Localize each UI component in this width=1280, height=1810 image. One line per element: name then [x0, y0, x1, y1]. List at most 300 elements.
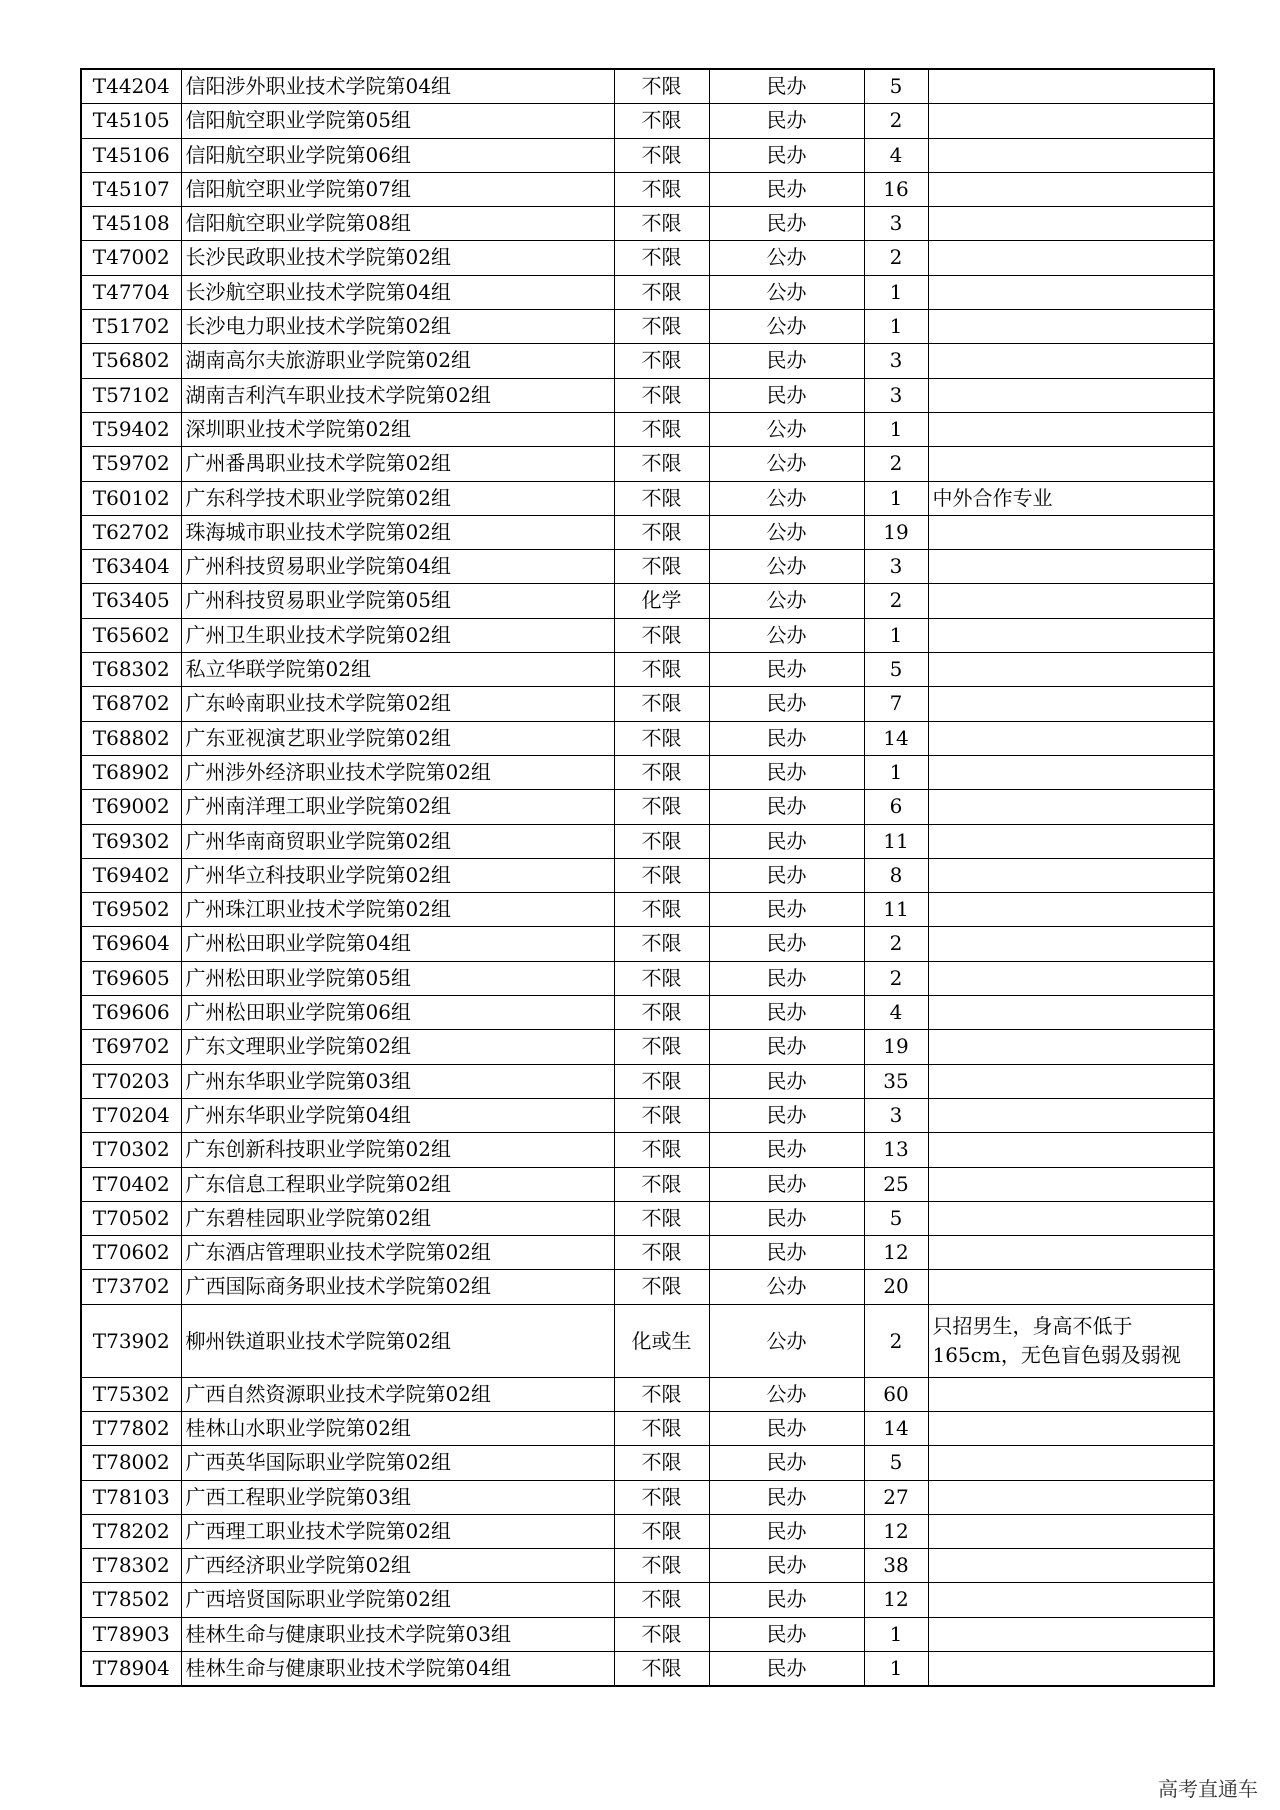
- school-type-cell: 民办: [709, 755, 864, 789]
- school-group-name-cell: 广东文理职业学院第02组: [181, 1030, 614, 1064]
- remark-cell: [928, 755, 1214, 789]
- remark-cell: [928, 927, 1214, 961]
- subject-requirement-cell: 不限: [614, 69, 709, 104]
- school-type-cell: 公办: [709, 550, 864, 584]
- subject-requirement-cell: 不限: [614, 344, 709, 378]
- school-group-name-cell: 广州松田职业学院第06组: [181, 996, 614, 1030]
- school-group-name-cell: 私立华联学院第02组: [181, 653, 614, 687]
- subject-requirement-cell: 不限: [614, 824, 709, 858]
- school-type-cell: 民办: [709, 69, 864, 104]
- table-body: [81, 69, 1214, 1686]
- table-row: [81, 996, 1214, 1030]
- subject-requirement-cell: 不限: [614, 687, 709, 721]
- subject-requirement-cell: 不限: [614, 1411, 709, 1445]
- table-row: [81, 721, 1214, 755]
- table-row: [81, 1304, 1214, 1377]
- remark-cell: [928, 687, 1214, 721]
- group-code-cell: T69402: [81, 858, 181, 892]
- school-type-cell: 民办: [709, 858, 864, 892]
- plan-count-cell: 7: [864, 687, 928, 721]
- school-group-name-cell: 广州东华职业学院第03组: [181, 1064, 614, 1098]
- school-type-cell: 民办: [709, 721, 864, 755]
- group-code-cell: T78502: [81, 1583, 181, 1617]
- plan-count-cell: 4: [864, 996, 928, 1030]
- school-group-name-cell: 信阳涉外职业技术学院第04组: [181, 69, 614, 104]
- school-type-cell: 公办: [709, 1270, 864, 1304]
- subject-requirement-cell: 不限: [614, 378, 709, 412]
- school-group-name-cell: 广东岭南职业技术学院第02组: [181, 687, 614, 721]
- group-code-cell: T68802: [81, 721, 181, 755]
- table-row: [81, 1377, 1214, 1411]
- school-group-name-cell: 广西国际商务职业技术学院第02组: [181, 1270, 614, 1304]
- table-row: [81, 653, 1214, 687]
- school-group-name-cell: 广州华立科技职业学院第02组: [181, 858, 614, 892]
- remark-cell: [928, 172, 1214, 206]
- school-group-name-cell: 广东科学技术职业学院第02组: [181, 481, 614, 515]
- school-type-cell: 民办: [709, 1446, 864, 1480]
- remark-cell: [928, 1652, 1214, 1687]
- school-type-cell: 民办: [709, 927, 864, 961]
- group-code-cell: T78002: [81, 1446, 181, 1480]
- subject-requirement-cell: 不限: [614, 275, 709, 309]
- plan-count-cell: 12: [864, 1236, 928, 1270]
- remark-cell: [928, 653, 1214, 687]
- plan-count-cell: 38: [864, 1549, 928, 1583]
- subject-requirement-cell: 化或生: [614, 1304, 709, 1377]
- plan-count-cell: 35: [864, 1064, 928, 1098]
- subject-requirement-cell: 不限: [614, 550, 709, 584]
- table-row: [81, 344, 1214, 378]
- remark-cell: [928, 104, 1214, 138]
- plan-count-cell: 5: [864, 69, 928, 104]
- school-type-cell: 公办: [709, 310, 864, 344]
- school-type-cell: 公办: [709, 447, 864, 481]
- school-type-cell: 民办: [709, 1236, 864, 1270]
- remark-cell: [928, 412, 1214, 446]
- school-type-cell: 民办: [709, 1652, 864, 1687]
- school-type-cell: 公办: [709, 515, 864, 549]
- school-group-name-cell: 广东亚视演艺职业学院第02组: [181, 721, 614, 755]
- admission-plan-table: [80, 68, 1215, 1687]
- remark-cell: [928, 1514, 1214, 1548]
- plan-count-cell: 13: [864, 1133, 928, 1167]
- school-group-name-cell: 深圳职业技术学院第02组: [181, 412, 614, 446]
- group-code-cell: T56802: [81, 344, 181, 378]
- subject-requirement-cell: 不限: [614, 172, 709, 206]
- school-type-cell: 民办: [709, 207, 864, 241]
- school-type-cell: 民办: [709, 1201, 864, 1235]
- remark-cell: [928, 584, 1214, 618]
- school-type-cell: 公办: [709, 241, 864, 275]
- subject-requirement-cell: 不限: [614, 618, 709, 652]
- plan-count-cell: 20: [864, 1270, 928, 1304]
- subject-requirement-cell: 不限: [614, 1514, 709, 1548]
- plan-count-cell: 3: [864, 378, 928, 412]
- table-row: [81, 1514, 1214, 1548]
- school-group-name-cell: 广州华南商贸职业学院第02组: [181, 824, 614, 858]
- table-row: [81, 858, 1214, 892]
- plan-count-cell: 19: [864, 515, 928, 549]
- plan-count-cell: 16: [864, 172, 928, 206]
- group-code-cell: T73902: [81, 1304, 181, 1377]
- subject-requirement-cell: 不限: [614, 207, 709, 241]
- table-row: [81, 1098, 1214, 1132]
- school-type-cell: 公办: [709, 275, 864, 309]
- group-code-cell: T68902: [81, 755, 181, 789]
- subject-requirement-cell: 不限: [614, 755, 709, 789]
- school-group-name-cell: 珠海城市职业技术学院第02组: [181, 515, 614, 549]
- group-code-cell: T45105: [81, 104, 181, 138]
- group-code-cell: T70402: [81, 1167, 181, 1201]
- remark-cell: [928, 996, 1214, 1030]
- remark-cell: [928, 1270, 1214, 1304]
- remark-cell: [928, 207, 1214, 241]
- school-group-name-cell: 桂林生命与健康职业技术学院第04组: [181, 1652, 614, 1687]
- subject-requirement-cell: 不限: [614, 1652, 709, 1687]
- group-code-cell: T45108: [81, 207, 181, 241]
- school-group-name-cell: 长沙航空职业技术学院第04组: [181, 275, 614, 309]
- remark-cell: [928, 310, 1214, 344]
- remark-cell: [928, 824, 1214, 858]
- group-code-cell: T44204: [81, 69, 181, 104]
- subject-requirement-cell: 不限: [614, 1167, 709, 1201]
- plan-count-cell: 5: [864, 653, 928, 687]
- subject-requirement-cell: 不限: [614, 241, 709, 275]
- table-row: [81, 515, 1214, 549]
- subject-requirement-cell: 不限: [614, 721, 709, 755]
- subject-requirement-cell: 不限: [614, 1446, 709, 1480]
- table-row: [81, 207, 1214, 241]
- remark-cell: [928, 721, 1214, 755]
- group-code-cell: T70203: [81, 1064, 181, 1098]
- school-type-cell: 民办: [709, 172, 864, 206]
- school-type-cell: 民办: [709, 824, 864, 858]
- plan-count-cell: 12: [864, 1583, 928, 1617]
- plan-count-cell: 2: [864, 1304, 928, 1377]
- remark-cell: [928, 515, 1214, 549]
- group-code-cell: T63405: [81, 584, 181, 618]
- plan-count-cell: 2: [864, 447, 928, 481]
- table-row: [81, 1583, 1214, 1617]
- school-group-name-cell: 广西理工职业技术学院第02组: [181, 1514, 614, 1548]
- plan-count-cell: 2: [864, 961, 928, 995]
- school-group-name-cell: 广西经济职业学院第02组: [181, 1549, 614, 1583]
- table-row: [81, 1480, 1214, 1514]
- plan-count-cell: 2: [864, 584, 928, 618]
- table-row: [81, 1236, 1214, 1270]
- group-code-cell: T69002: [81, 790, 181, 824]
- remark-cell: [928, 69, 1214, 104]
- school-group-name-cell: 信阳航空职业学院第05组: [181, 104, 614, 138]
- remark-cell: [928, 1133, 1214, 1167]
- school-type-cell: 公办: [709, 1377, 864, 1411]
- school-group-name-cell: 广西培贤国际职业学院第02组: [181, 1583, 614, 1617]
- subject-requirement-cell: 不限: [614, 1583, 709, 1617]
- subject-requirement-cell: 不限: [614, 1549, 709, 1583]
- group-code-cell: T70602: [81, 1236, 181, 1270]
- table-row: [81, 1411, 1214, 1445]
- group-code-cell: T68702: [81, 687, 181, 721]
- plan-count-cell: 5: [864, 1446, 928, 1480]
- school-type-cell: 民办: [709, 1617, 864, 1651]
- subject-requirement-cell: 不限: [614, 1064, 709, 1098]
- remark-cell: 只招男生，身高不低于165cm，无色盲色弱及弱视: [928, 1304, 1214, 1377]
- plan-count-cell: 11: [864, 824, 928, 858]
- remark-cell: [928, 858, 1214, 892]
- school-group-name-cell: 广东创新科技职业学院第02组: [181, 1133, 614, 1167]
- remark-cell: [928, 1617, 1214, 1651]
- group-code-cell: T70302: [81, 1133, 181, 1167]
- remark-cell: [928, 1030, 1214, 1064]
- table-row: [81, 824, 1214, 858]
- school-type-cell: 民办: [709, 1514, 864, 1548]
- plan-count-cell: 1: [864, 412, 928, 446]
- subject-requirement-cell: 不限: [614, 927, 709, 961]
- subject-requirement-cell: 不限: [614, 1377, 709, 1411]
- remark-cell: [928, 893, 1214, 927]
- group-code-cell: T62702: [81, 515, 181, 549]
- table-row: [81, 69, 1214, 104]
- remark-cell: [928, 961, 1214, 995]
- subject-requirement-cell: 不限: [614, 1098, 709, 1132]
- school-group-name-cell: 广西工程职业学院第03组: [181, 1480, 614, 1514]
- plan-count-cell: 8: [864, 858, 928, 892]
- remark-cell: [928, 241, 1214, 275]
- school-group-name-cell: 广州卫生职业技术学院第02组: [181, 618, 614, 652]
- table-row: [81, 687, 1214, 721]
- school-type-cell: 民办: [709, 1030, 864, 1064]
- plan-count-cell: 27: [864, 1480, 928, 1514]
- plan-count-cell: 3: [864, 207, 928, 241]
- group-code-cell: T47704: [81, 275, 181, 309]
- plan-count-cell: 2: [864, 927, 928, 961]
- school-group-name-cell: 长沙民政职业技术学院第02组: [181, 241, 614, 275]
- subject-requirement-cell: 不限: [614, 1133, 709, 1167]
- school-type-cell: 民办: [709, 104, 864, 138]
- group-code-cell: T47002: [81, 241, 181, 275]
- subject-requirement-cell: 不限: [614, 790, 709, 824]
- group-code-cell: T69702: [81, 1030, 181, 1064]
- group-code-cell: T73702: [81, 1270, 181, 1304]
- school-type-cell: 民办: [709, 1064, 864, 1098]
- subject-requirement-cell: 不限: [614, 447, 709, 481]
- plan-count-cell: 14: [864, 721, 928, 755]
- school-type-cell: 民办: [709, 790, 864, 824]
- table-row: [81, 790, 1214, 824]
- school-type-cell: 公办: [709, 412, 864, 446]
- group-code-cell: T69605: [81, 961, 181, 995]
- subject-requirement-cell: 不限: [614, 104, 709, 138]
- subject-requirement-cell: 不限: [614, 310, 709, 344]
- plan-count-cell: 14: [864, 1411, 928, 1445]
- table-row: [81, 1167, 1214, 1201]
- plan-count-cell: 25: [864, 1167, 928, 1201]
- school-group-name-cell: 桂林生命与健康职业技术学院第03组: [181, 1617, 614, 1651]
- remark-cell: [928, 790, 1214, 824]
- subject-requirement-cell: 不限: [614, 1236, 709, 1270]
- plan-count-cell: 60: [864, 1377, 928, 1411]
- group-code-cell: T70204: [81, 1098, 181, 1132]
- table-row: [81, 961, 1214, 995]
- school-type-cell: 民办: [709, 893, 864, 927]
- subject-requirement-cell: 不限: [614, 138, 709, 172]
- group-code-cell: T78302: [81, 1549, 181, 1583]
- remark-cell: [928, 378, 1214, 412]
- table-row: [81, 275, 1214, 309]
- school-type-cell: 民办: [709, 1167, 864, 1201]
- plan-count-cell: 1: [864, 618, 928, 652]
- group-code-cell: T59402: [81, 412, 181, 446]
- school-group-name-cell: 广东碧桂园职业学院第02组: [181, 1201, 614, 1235]
- table-row: [81, 1652, 1214, 1687]
- table-row: [81, 618, 1214, 652]
- school-type-cell: 公办: [709, 481, 864, 515]
- subject-requirement-cell: 不限: [614, 1030, 709, 1064]
- school-group-name-cell: 湖南高尔夫旅游职业学院第02组: [181, 344, 614, 378]
- school-group-name-cell: 广州珠江职业技术学院第02组: [181, 893, 614, 927]
- table-row: [81, 1549, 1214, 1583]
- remark-cell: [928, 1098, 1214, 1132]
- remark-cell: [928, 1480, 1214, 1514]
- subject-requirement-cell: 不限: [614, 961, 709, 995]
- subject-requirement-cell: 不限: [614, 1201, 709, 1235]
- plan-count-cell: 3: [864, 1098, 928, 1132]
- school-group-name-cell: 广州番禺职业技术学院第02组: [181, 447, 614, 481]
- school-group-name-cell: 信阳航空职业学院第08组: [181, 207, 614, 241]
- group-code-cell: T68302: [81, 653, 181, 687]
- plan-count-cell: 1: [864, 1617, 928, 1651]
- table-row: [81, 893, 1214, 927]
- subject-requirement-cell: 不限: [614, 893, 709, 927]
- table-row: [81, 1064, 1214, 1098]
- group-code-cell: T45106: [81, 138, 181, 172]
- footer-watermark: 高考直通车: [1158, 1777, 1258, 1801]
- table-row: [81, 1617, 1214, 1651]
- subject-requirement-cell: 不限: [614, 515, 709, 549]
- group-code-cell: T78903: [81, 1617, 181, 1651]
- school-type-cell: 民办: [709, 961, 864, 995]
- plan-count-cell: 1: [864, 1652, 928, 1687]
- remark-cell: [928, 1549, 1214, 1583]
- subject-requirement-cell: 不限: [614, 858, 709, 892]
- school-group-name-cell: 广东酒店管理职业技术学院第02组: [181, 1236, 614, 1270]
- plan-count-cell: 1: [864, 310, 928, 344]
- school-group-name-cell: 广州东华职业学院第04组: [181, 1098, 614, 1132]
- table-row: [81, 241, 1214, 275]
- table-row: [81, 172, 1214, 206]
- remark-cell: [928, 275, 1214, 309]
- remark-cell: [928, 1201, 1214, 1235]
- group-code-cell: T57102: [81, 378, 181, 412]
- group-code-cell: T69606: [81, 996, 181, 1030]
- table-row: [81, 481, 1214, 515]
- school-group-name-cell: 广东信息工程职业学院第02组: [181, 1167, 614, 1201]
- school-type-cell: 民办: [709, 996, 864, 1030]
- remark-cell: [928, 138, 1214, 172]
- remark-cell: [928, 1236, 1214, 1270]
- group-code-cell: T77802: [81, 1411, 181, 1445]
- subject-requirement-cell: 不限: [614, 1480, 709, 1514]
- school-group-name-cell: 广州涉外经济职业技术学院第02组: [181, 755, 614, 789]
- table-row: [81, 138, 1214, 172]
- table-row: [81, 310, 1214, 344]
- school-type-cell: 民办: [709, 1133, 864, 1167]
- plan-count-cell: 3: [864, 344, 928, 378]
- school-group-name-cell: 广西自然资源职业技术学院第02组: [181, 1377, 614, 1411]
- school-type-cell: 民办: [709, 344, 864, 378]
- school-group-name-cell: 柳州铁道职业技术学院第02组: [181, 1304, 614, 1377]
- subject-requirement-cell: 不限: [614, 1617, 709, 1651]
- group-code-cell: T78103: [81, 1480, 181, 1514]
- subject-requirement-cell: 不限: [614, 653, 709, 687]
- plan-count-cell: 5: [864, 1201, 928, 1235]
- subject-requirement-cell: 不限: [614, 1270, 709, 1304]
- plan-count-cell: 6: [864, 790, 928, 824]
- remark-cell: [928, 447, 1214, 481]
- remark-cell: [928, 618, 1214, 652]
- subject-requirement-cell: 不限: [614, 481, 709, 515]
- group-code-cell: T69502: [81, 893, 181, 927]
- table-row: [81, 1446, 1214, 1480]
- plan-count-cell: 2: [864, 104, 928, 138]
- table-row: [81, 104, 1214, 138]
- school-type-cell: 公办: [709, 584, 864, 618]
- remark-cell: [928, 1064, 1214, 1098]
- school-group-name-cell: 广西英华国际职业学院第02组: [181, 1446, 614, 1480]
- table-row: [81, 755, 1214, 789]
- plan-count-cell: 1: [864, 481, 928, 515]
- school-group-name-cell: 桂林山水职业学院第02组: [181, 1411, 614, 1445]
- plan-count-cell: 12: [864, 1514, 928, 1548]
- subject-requirement-cell: 不限: [614, 996, 709, 1030]
- school-type-cell: 民办: [709, 1583, 864, 1617]
- table-row: [81, 1133, 1214, 1167]
- group-code-cell: T65602: [81, 618, 181, 652]
- school-group-name-cell: 广州科技贸易职业学院第04组: [181, 550, 614, 584]
- remark-cell: [928, 550, 1214, 584]
- table-row: [81, 1270, 1214, 1304]
- school-group-name-cell: 信阳航空职业学院第06组: [181, 138, 614, 172]
- group-code-cell: T69302: [81, 824, 181, 858]
- school-type-cell: 民办: [709, 378, 864, 412]
- school-type-cell: 民办: [709, 1411, 864, 1445]
- remark-cell: [928, 1167, 1214, 1201]
- subject-requirement-cell: 不限: [614, 412, 709, 446]
- remark-cell: [928, 344, 1214, 378]
- school-type-cell: 民办: [709, 687, 864, 721]
- group-code-cell: T69604: [81, 927, 181, 961]
- remark-cell: [928, 1411, 1214, 1445]
- plan-count-cell: 4: [864, 138, 928, 172]
- table-row: [81, 927, 1214, 961]
- group-code-cell: T75302: [81, 1377, 181, 1411]
- remark-cell: [928, 1446, 1214, 1480]
- plan-count-cell: 1: [864, 275, 928, 309]
- plan-count-cell: 2: [864, 241, 928, 275]
- table-row: [81, 550, 1214, 584]
- school-group-name-cell: 信阳航空职业学院第07组: [181, 172, 614, 206]
- school-group-name-cell: 广州科技贸易职业学院第05组: [181, 584, 614, 618]
- remark-cell: 中外合作专业: [928, 481, 1214, 515]
- table-row: [81, 378, 1214, 412]
- remark-cell: [928, 1377, 1214, 1411]
- group-code-cell: T63404: [81, 550, 181, 584]
- school-type-cell: 民办: [709, 1098, 864, 1132]
- school-group-name-cell: 广州松田职业学院第04组: [181, 927, 614, 961]
- school-type-cell: 民办: [709, 1480, 864, 1514]
- school-type-cell: 公办: [709, 618, 864, 652]
- group-code-cell: T45107: [81, 172, 181, 206]
